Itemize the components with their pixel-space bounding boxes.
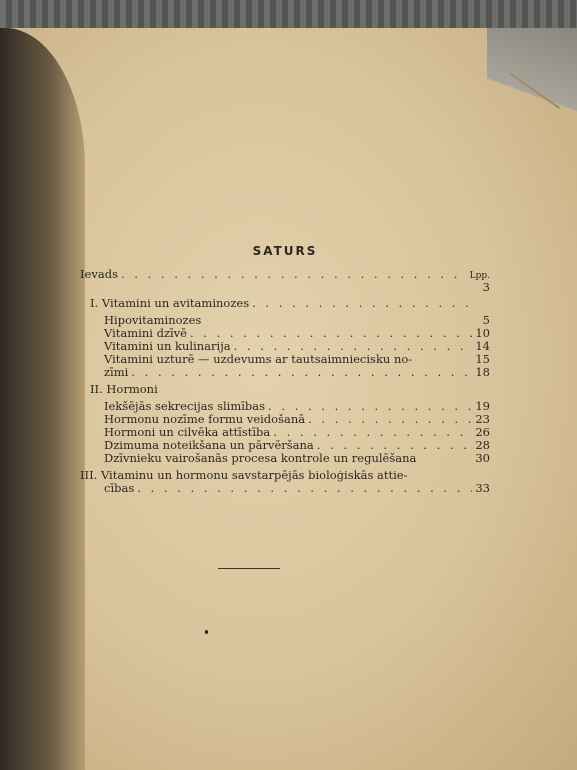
dot-leader xyxy=(137,482,472,495)
facing-page-edge xyxy=(0,28,85,770)
toc-section xyxy=(80,297,490,310)
toc-entry-label: Vitamini dzīvē xyxy=(104,326,187,340)
toc-entry-label: Vitamini uzturē — uzdevums ar tautsaimniecisku no- xyxy=(104,352,413,366)
toc-entry-label: Dzimuma noteikšana un pārvēršana xyxy=(104,438,314,452)
toc-title: SATURS xyxy=(252,244,318,258)
dot-leader xyxy=(252,297,473,310)
page-column-header: Lpp. xyxy=(469,271,490,281)
toc-entry-label: Hipovitaminozes xyxy=(104,313,202,327)
toc-entry-page: 10 xyxy=(475,326,490,340)
dot-leader xyxy=(131,366,472,379)
dot-leader xyxy=(308,413,472,426)
toc-entry-page: 30 xyxy=(475,451,490,465)
table-of-contents xyxy=(80,245,490,495)
toc-entry-page: 3 xyxy=(482,280,490,294)
toc-entry-label: Iekšējās sekrecijas slimības xyxy=(104,399,266,413)
toc-section xyxy=(80,383,490,396)
toc-entry-label: Vitamini un kulinarija xyxy=(104,339,231,353)
toc-entry-page: 23 xyxy=(475,412,490,426)
toc-entry-label: cības xyxy=(104,481,135,495)
toc-entry xyxy=(80,353,490,366)
dot-leader xyxy=(121,268,467,281)
dot-leader xyxy=(190,327,472,340)
toc-entry-label: Dzīvnieku vairošanās procesa kontrole un regulēšana xyxy=(104,451,417,465)
toc-entry-label: II. Hormoni xyxy=(90,382,158,396)
toc-entry-page: 33 xyxy=(475,481,490,495)
toc-entry xyxy=(80,452,490,465)
toc-entry-label: zīmi xyxy=(104,365,129,379)
toc-entry-label: I. Vitamini un avitaminozes xyxy=(90,296,250,310)
toc-section xyxy=(80,469,490,482)
toc-entry-page: 5 xyxy=(482,313,490,327)
toc-entry-page: 19 xyxy=(475,399,490,413)
toc-entry-label: III. Vitaminu un hormonu savstarpējās bioloģiskās attie- xyxy=(80,468,408,482)
toc-entry-label: Hormonu nozīme formu veidošanā xyxy=(104,412,306,426)
toc-entry-page: 26 xyxy=(475,425,490,439)
folded-corner xyxy=(487,28,577,178)
toc-entry-page: 18 xyxy=(475,365,490,379)
toc-entry-continuation xyxy=(80,482,490,495)
toc-entry-page: 15 xyxy=(475,352,490,366)
toc-entry-label: Ievads xyxy=(80,267,118,281)
toc-entry xyxy=(80,268,490,293)
toc-entry-continuation xyxy=(80,366,490,379)
toc-entry-page: 14 xyxy=(475,339,490,353)
ink-speck xyxy=(205,630,208,634)
toc-entry-page: 28 xyxy=(475,438,490,452)
separator-rule xyxy=(218,568,280,569)
toc-entry-label: Hormoni un cilvēka attīstība xyxy=(104,425,271,439)
